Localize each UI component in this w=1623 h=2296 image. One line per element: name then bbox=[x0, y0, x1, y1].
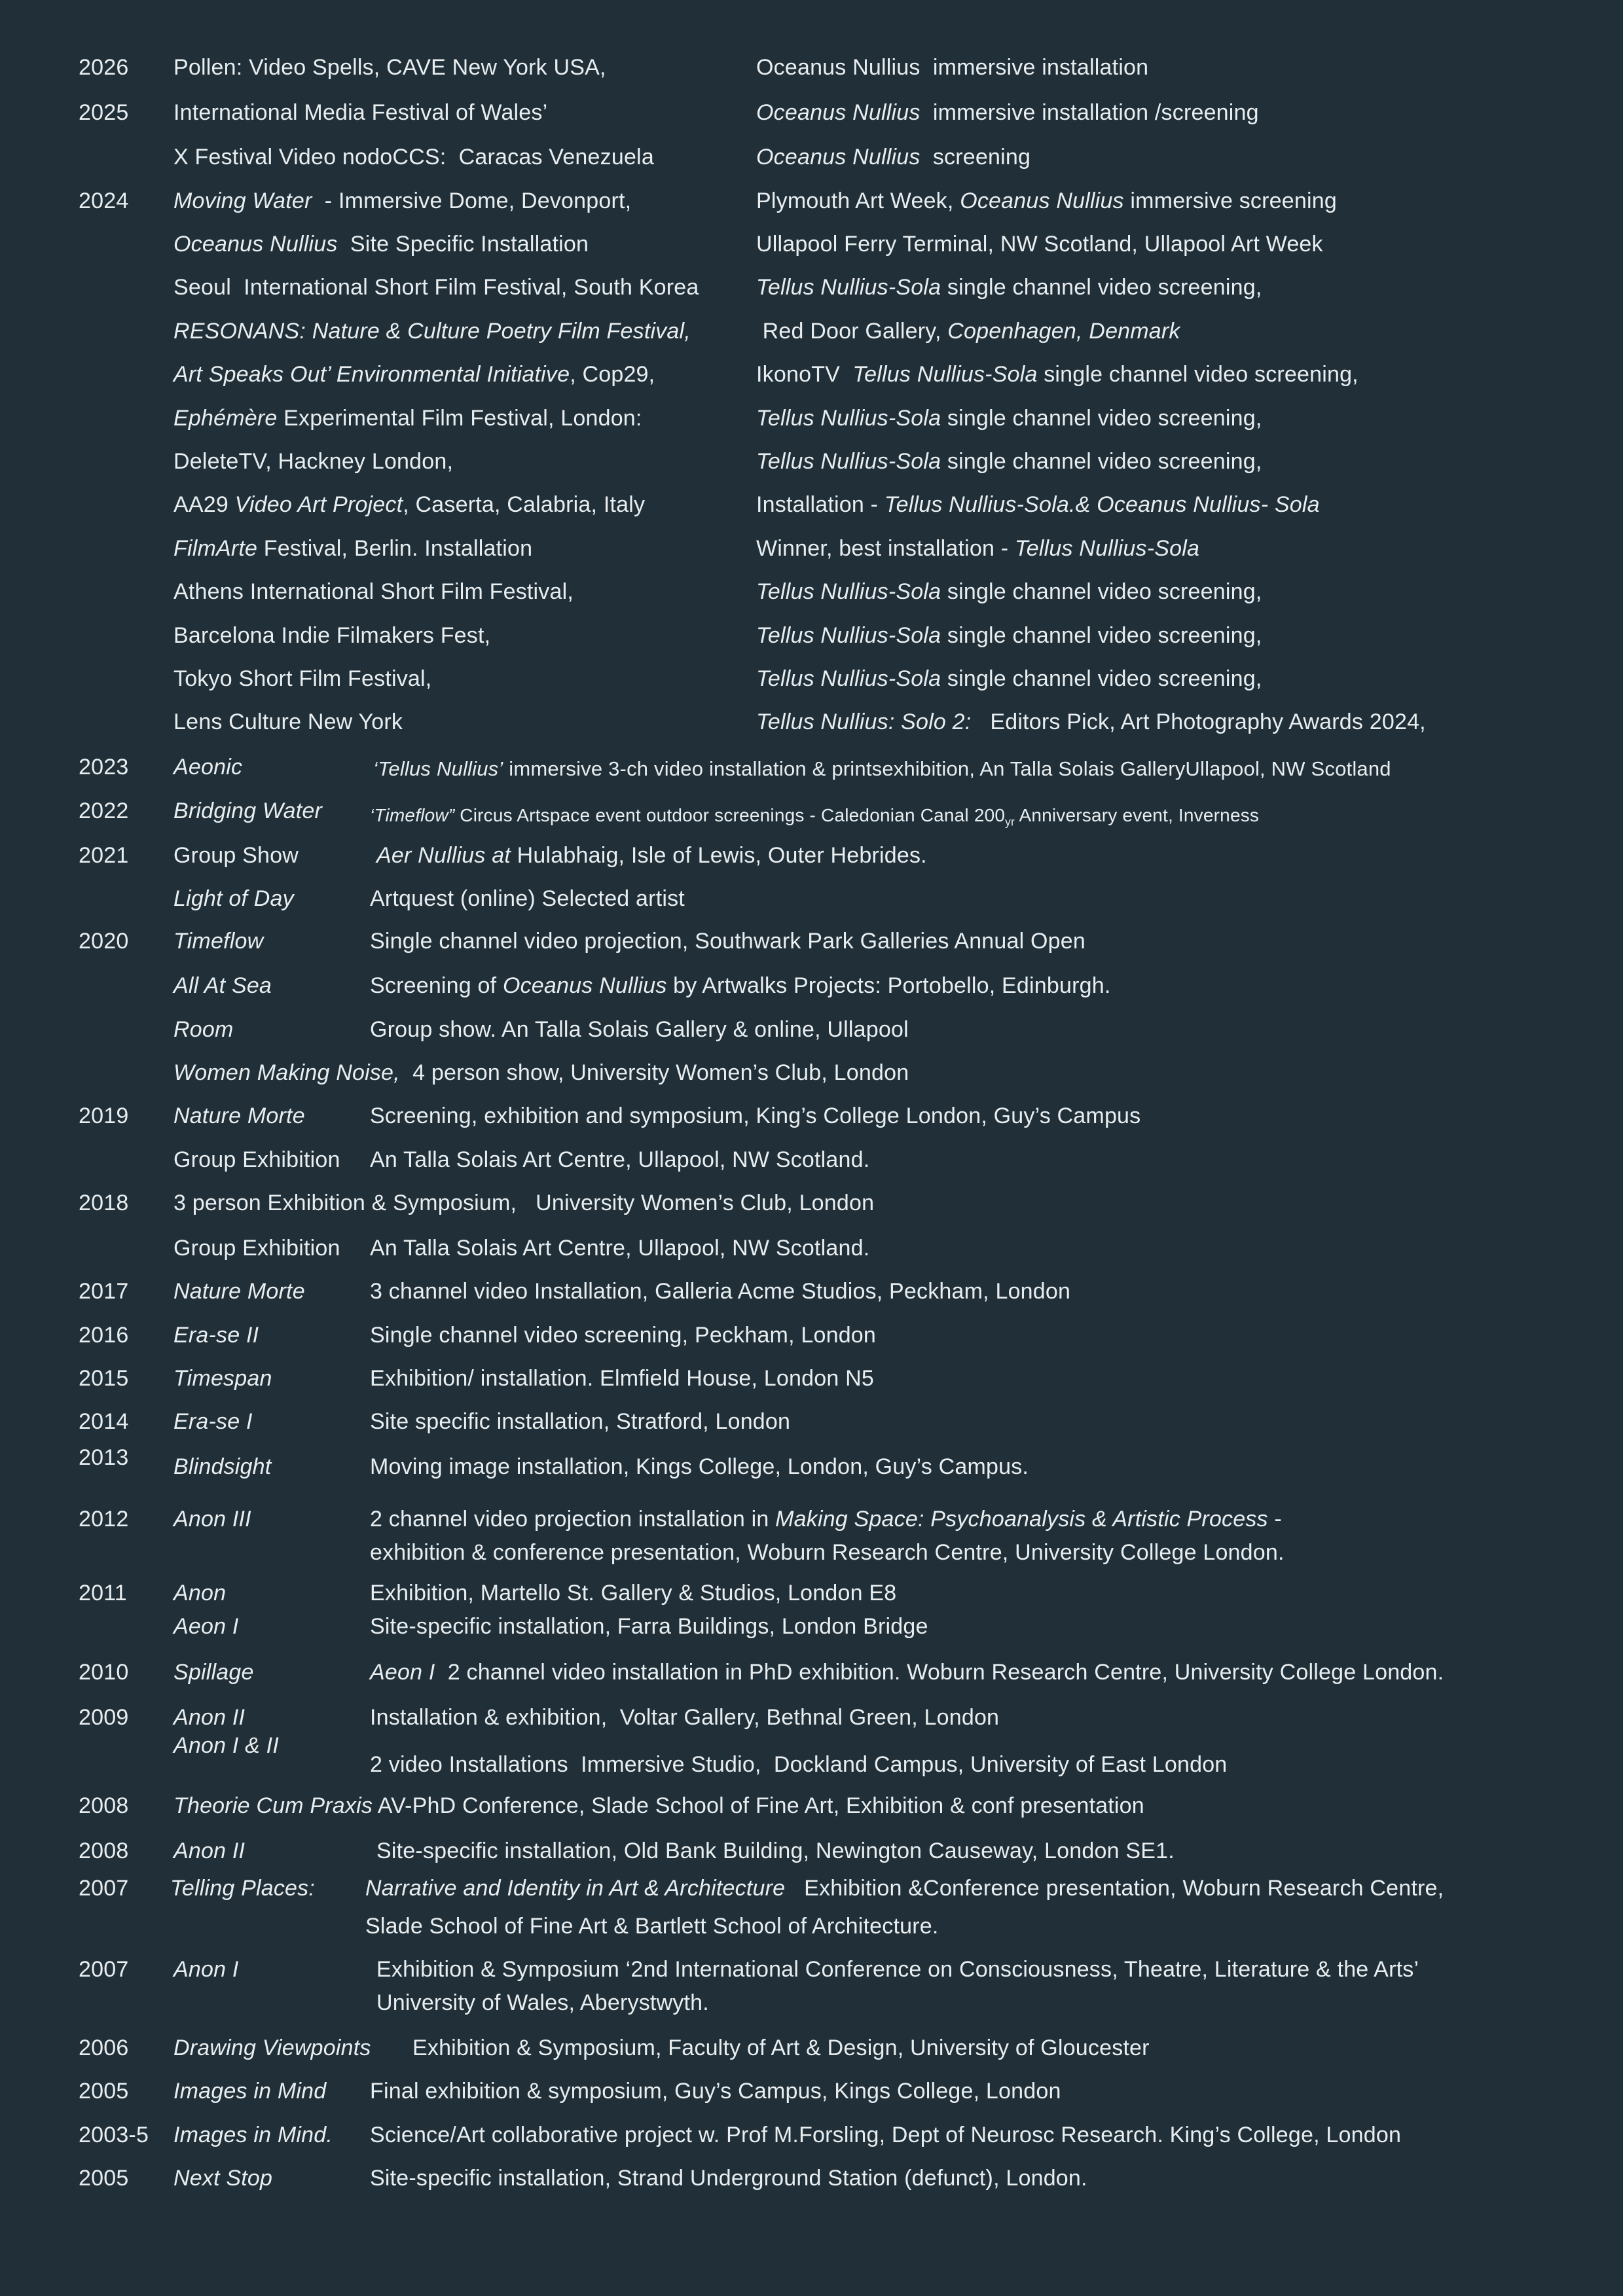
text-segment: Athens International Short Film Festival, bbox=[173, 579, 574, 604]
text-segment: 2026 bbox=[79, 55, 129, 80]
text-segment: 2009 bbox=[79, 1705, 129, 1730]
text-segment: Red Door Gallery, bbox=[756, 319, 948, 344]
work-description bbox=[756, 54, 1148, 81]
work-title bbox=[173, 798, 322, 824]
description-text bbox=[370, 2165, 1087, 2191]
description-text bbox=[370, 1454, 1029, 1480]
text-segment: IkonoTV bbox=[756, 362, 853, 387]
text-segment: immersive installation /screening bbox=[920, 100, 1259, 125]
text-segment: Screening of bbox=[370, 973, 503, 998]
italic-text: Tellus Nullius-Sola bbox=[756, 579, 941, 604]
text-segment: Screening, exhibition and symposium, King’s College London, Guy’s Campus bbox=[370, 1103, 1141, 1128]
description-text bbox=[365, 1875, 1444, 1901]
text-segment: 2 channel video projection installation in bbox=[370, 1507, 776, 1532]
year-label bbox=[79, 1875, 128, 1901]
text-segment: 2018 bbox=[79, 1191, 129, 1215]
text-segment: yr bbox=[1005, 815, 1015, 829]
year-label bbox=[79, 1444, 128, 1471]
text-segment: single channel video screening, bbox=[1037, 362, 1359, 387]
work-description bbox=[756, 231, 1323, 257]
year-label bbox=[79, 1659, 128, 1685]
year-label bbox=[79, 842, 128, 869]
text-segment: 2025 bbox=[79, 100, 129, 125]
italic-text: Timespan bbox=[173, 1366, 272, 1391]
work-description bbox=[756, 99, 1259, 126]
description-text bbox=[370, 1278, 1070, 1304]
italic-text: Spillage bbox=[173, 1660, 254, 1685]
italic-text: Tellus Nullius-Sola bbox=[756, 449, 941, 474]
text-segment: 2014 bbox=[79, 1409, 129, 1434]
work-title bbox=[173, 2165, 272, 2191]
work-description bbox=[756, 144, 1030, 170]
italic-text: RESONANS: Nature & Culture Poetry Film Festival, bbox=[173, 319, 691, 344]
italic-text: Bridging Water bbox=[173, 798, 323, 823]
text-segment: 3 person Exhibition & Symposium, University Women’s Club, London bbox=[173, 1191, 875, 1215]
work-title bbox=[173, 1704, 245, 1731]
work-title bbox=[173, 1956, 239, 1982]
text-segment: 2021 bbox=[79, 843, 129, 868]
italic-text: Tellus Nullius-Sola bbox=[756, 666, 941, 691]
text-segment: Site-specific installation, Old Bank Building, Newington Causeway, London SE1. bbox=[376, 1839, 1175, 1863]
text-segment: screening bbox=[920, 145, 1031, 170]
text-segment: 2011 bbox=[79, 1581, 127, 1605]
italic-text: Era-se I bbox=[173, 1409, 253, 1434]
text-segment: 2022 bbox=[79, 798, 129, 823]
text-segment: Moving image installation, Kings College, London, Guy’s Campus. bbox=[370, 1454, 1029, 1479]
work-title bbox=[173, 973, 272, 999]
description-text bbox=[370, 1103, 1140, 1129]
event-venue bbox=[173, 231, 589, 257]
event-venue bbox=[173, 405, 642, 431]
text-segment: Tokyo Short Film Festival, bbox=[173, 666, 432, 691]
year-label bbox=[79, 1956, 128, 1982]
work-title bbox=[173, 1506, 251, 1532]
work-description bbox=[756, 666, 1262, 692]
text-segment: Site specific installation, Stratford, London bbox=[370, 1409, 791, 1434]
text-segment: - Immersive Dome, Devonport, bbox=[312, 188, 632, 213]
year-label bbox=[79, 2165, 128, 2191]
text-segment: Anniversary event, Inverness bbox=[1015, 805, 1260, 825]
text-segment: Site Specific Installation bbox=[337, 232, 589, 257]
italic-text: Moving Water bbox=[173, 188, 312, 213]
text-segment: AV-PhD Conference, Slade School of Fine Art, Exhibition & conf presentation bbox=[373, 1793, 1144, 1818]
text-segment: X Festival Video nodoCCS: Caracas Venezuela bbox=[173, 145, 654, 170]
text-segment: Barcelona Indie Filmakers Fest, bbox=[173, 623, 491, 648]
italic-text: ‘Tellus Nullius’ bbox=[373, 757, 503, 780]
description-text bbox=[376, 1838, 1175, 1864]
work-title bbox=[173, 1147, 340, 1173]
italic-text: Tellus Nullius-Sola bbox=[756, 623, 941, 648]
text-segment: Lens Culture New York bbox=[173, 709, 403, 734]
text-segment: 2017 bbox=[79, 1279, 129, 1304]
work-title bbox=[173, 754, 242, 780]
year-label bbox=[79, 54, 128, 81]
work-title bbox=[173, 1408, 253, 1435]
text-segment: Group Exhibition bbox=[173, 1236, 340, 1261]
event-venue bbox=[173, 448, 453, 475]
text-segment: Hulabhaig, Isle of Lewis, Outer Hebrides. bbox=[517, 843, 927, 868]
text-segment: University of Wales, Aberystwyth. bbox=[376, 1990, 709, 2015]
description-text bbox=[370, 1704, 999, 1731]
description-text bbox=[370, 1539, 1285, 1566]
text-segment: single channel video screening, bbox=[941, 449, 1262, 474]
work-description bbox=[756, 188, 1337, 214]
description-text bbox=[412, 2035, 1150, 2061]
text-segment: 2003-5 bbox=[79, 2123, 149, 2147]
year-label bbox=[79, 2078, 128, 2104]
text-segment: Exhibition &Conference presentation, Woburn Research Centre, bbox=[785, 1876, 1444, 1901]
text-segment: single channel video screening, bbox=[941, 406, 1262, 431]
description-text bbox=[376, 1956, 1419, 1982]
italic-text: Tellus Nullius-Sola bbox=[756, 406, 941, 431]
italic-text: Oceanus Nullius bbox=[960, 188, 1124, 213]
text-segment: 2005 bbox=[79, 2166, 129, 2191]
year-label bbox=[79, 1704, 128, 1731]
italic-text: Anon III bbox=[173, 1507, 251, 1532]
text-segment: Experimental Film Festival, London: bbox=[277, 406, 642, 431]
text-segment: International Media Festival of Wales’ bbox=[173, 100, 548, 125]
year-label bbox=[79, 1506, 128, 1532]
description-text bbox=[370, 1147, 869, 1173]
italic-text: Oceanus Nullius bbox=[502, 973, 667, 998]
description-text bbox=[376, 842, 927, 869]
year-label bbox=[79, 2122, 149, 2148]
work-title bbox=[173, 2122, 333, 2148]
italic-text: Oceanus Nullius bbox=[173, 232, 338, 257]
work-title bbox=[173, 1365, 272, 1391]
year-label bbox=[79, 2035, 128, 2061]
italic-text: Tellus Nullius: Solo 2: bbox=[756, 709, 972, 734]
event-venue bbox=[173, 54, 606, 81]
year-label bbox=[79, 928, 128, 954]
text-segment: An Talla Solais Art Centre, Ullapool, NW Scotland. bbox=[370, 1236, 870, 1261]
event-venue bbox=[173, 579, 574, 605]
italic-text: ‘Timeflow” bbox=[370, 805, 455, 825]
year-label bbox=[79, 1838, 128, 1864]
italic-text: Aer Nullius at bbox=[376, 843, 517, 868]
year-label bbox=[79, 1365, 128, 1391]
work-title bbox=[173, 1278, 305, 1304]
italic-text: Telling Places: bbox=[170, 1876, 315, 1901]
year-label bbox=[79, 1190, 128, 1216]
event-venue bbox=[173, 318, 691, 344]
year-label bbox=[79, 1278, 128, 1304]
text-segment: Plymouth Art Week, bbox=[756, 188, 960, 213]
description-text bbox=[373, 756, 1391, 782]
text-segment: Winner, best installation - bbox=[756, 536, 1015, 561]
text-segment: Science/Art collaborative project w. Prof M.Forsling, Dept of Neurosc Research. King’s College, London bbox=[370, 2123, 1402, 2147]
text-segment: Installation & exhibition, Voltar Gallery, Bethnal Green, London bbox=[370, 1705, 1000, 1730]
description-text bbox=[370, 1235, 869, 1261]
text-segment: immersive screening bbox=[1123, 188, 1337, 213]
italic-text: Oceanus Nullius bbox=[756, 100, 921, 125]
year-label bbox=[79, 99, 128, 126]
event-venue bbox=[173, 709, 403, 735]
text-segment: 2015 bbox=[79, 1366, 129, 1391]
text-segment: immersive 3-ch video installation & printsexhibition, An Talla Solais GalleryUllapool, NW Scotland bbox=[503, 757, 1391, 780]
text-segment: Exhibition, Martello St. Gallery & Studios, London E8 bbox=[370, 1581, 897, 1605]
text-segment: Single channel video projection, Southwark Park Galleries Annual Open bbox=[370, 929, 1086, 954]
italic-text: Anon I & II bbox=[173, 1733, 279, 1758]
event-venue bbox=[173, 274, 699, 300]
italic-text: Images in Mind bbox=[173, 2079, 327, 2104]
italic-text: Nature Morte bbox=[173, 1103, 305, 1128]
work-title bbox=[173, 886, 294, 912]
work-title bbox=[173, 1103, 305, 1129]
italic-text: Anon I bbox=[173, 1957, 239, 1982]
row-text bbox=[173, 1793, 1144, 1819]
work-title bbox=[173, 2078, 326, 2104]
italic-text: Light of Day bbox=[173, 886, 294, 911]
italic-text: Anon bbox=[173, 1581, 227, 1605]
text-segment: Pollen: Video Spells, CAVE New York USA, bbox=[173, 55, 606, 80]
text-segment: Group show. An Talla Solais Gallery & online, Ullapool bbox=[370, 1017, 909, 1042]
text-segment: Group Show bbox=[173, 843, 299, 868]
event-venue bbox=[173, 622, 490, 649]
text-segment: single channel video screening, bbox=[941, 579, 1262, 604]
italic-text: Art Speaks Out’ Environmental Initiative bbox=[173, 362, 570, 387]
description-text bbox=[370, 928, 1085, 954]
text-segment: Installation - bbox=[756, 492, 884, 517]
text-segment: An Talla Solais Art Centre, Ullapool, NW Scotland. bbox=[370, 1147, 870, 1172]
text-segment: single channel video screening, bbox=[941, 275, 1262, 300]
text-segment: 2016 bbox=[79, 1323, 129, 1348]
italic-text: Aeonic bbox=[173, 755, 243, 780]
italic-text: Tellus Nullius-Sola bbox=[1014, 536, 1200, 561]
work-title bbox=[173, 1235, 340, 1261]
description-text bbox=[376, 1990, 709, 2016]
work-description bbox=[756, 579, 1262, 605]
event-venue bbox=[173, 492, 645, 518]
year-label bbox=[79, 188, 128, 214]
italic-text: Theorie Cum Praxis bbox=[173, 1793, 373, 1818]
text-segment: 2007 bbox=[79, 1957, 129, 1982]
italic-text: Drawing Viewpoints bbox=[173, 2036, 371, 2060]
description-text bbox=[370, 2078, 1061, 2104]
year-label bbox=[79, 1103, 128, 1129]
row-text bbox=[173, 1190, 874, 1216]
text-segment: 2008 bbox=[79, 1839, 129, 1863]
italic-text: Aeon I bbox=[173, 1614, 239, 1639]
work-description bbox=[756, 492, 1320, 518]
text-segment: Exhibition & Symposium, Faculty of Art & Design, University of Gloucester bbox=[412, 2036, 1150, 2060]
work-title bbox=[173, 2035, 371, 2061]
description-text bbox=[370, 1322, 876, 1348]
italic-text: Narrative and Identity in Art & Architecture bbox=[365, 1876, 786, 1901]
text-segment: AA29 bbox=[173, 492, 235, 517]
work-description bbox=[756, 318, 1180, 344]
italic-text: Oceanus Nullius bbox=[756, 145, 921, 170]
text-segment: 2008 bbox=[79, 1793, 129, 1818]
work-title bbox=[173, 928, 263, 954]
work-title bbox=[173, 1732, 279, 1759]
text-segment: , Caserta, Calabria, Italy bbox=[403, 492, 646, 517]
italic-text: Blindsight bbox=[173, 1454, 272, 1479]
work-title bbox=[173, 1659, 254, 1685]
description-text bbox=[370, 973, 1111, 999]
work-title bbox=[173, 1838, 245, 1864]
work-title bbox=[170, 1875, 315, 1901]
italic-text: Era-se II bbox=[173, 1323, 259, 1348]
text-segment: Oceanus Nullius immersive installation bbox=[756, 55, 1149, 80]
description-text bbox=[370, 1506, 1282, 1532]
text-segment: 2012 bbox=[79, 1507, 129, 1532]
text-segment: , Cop29, bbox=[570, 362, 655, 387]
italic-text: Next Stop bbox=[173, 2166, 273, 2191]
italic-text: Copenhagen, Denmark bbox=[947, 319, 1180, 344]
italic-text: Nature Morte bbox=[173, 1279, 305, 1304]
year-label bbox=[79, 798, 128, 824]
text-segment: 2023 bbox=[79, 755, 129, 780]
work-title bbox=[173, 842, 299, 869]
work-description bbox=[756, 535, 1199, 562]
description-text bbox=[370, 886, 685, 912]
text-segment: Group Exhibition bbox=[173, 1147, 340, 1172]
text-segment: 3 channel video Installation, Galleria Acme Studios, Peckham, London bbox=[370, 1279, 1071, 1304]
text-segment: 2006 bbox=[79, 2036, 129, 2060]
work-title bbox=[173, 1322, 259, 1348]
text-segment: single channel video screening, bbox=[941, 623, 1262, 648]
italic-text: Timeflow bbox=[173, 929, 264, 954]
text-segment: Site-specific installation, Strand Underground Station (defunct), London. bbox=[370, 2166, 1087, 2191]
italic-text: Anon II bbox=[173, 1705, 246, 1730]
description-text bbox=[365, 1913, 938, 1939]
italic-text: Video Art Project bbox=[234, 492, 403, 517]
text-segment: Ullapool Ferry Terminal, NW Scotland, Ullapool Art Week bbox=[756, 232, 1323, 257]
work-description bbox=[756, 448, 1262, 475]
italic-text: All At Sea bbox=[173, 973, 272, 998]
text-segment: Seoul International Short Film Festival, South Korea bbox=[173, 275, 699, 300]
year-label bbox=[79, 1322, 128, 1348]
year-label bbox=[79, 1408, 128, 1435]
text-segment: 2024 bbox=[79, 188, 129, 213]
year-label bbox=[79, 1580, 127, 1606]
work-description bbox=[756, 622, 1262, 649]
work-description bbox=[756, 405, 1262, 431]
italic-text: Making Space: Psychoanalysis & Artistic Process bbox=[775, 1507, 1268, 1532]
text-segment: Exhibition & Symposium ‘2nd International Conference on Consciousness, Theatre, Literature & the Arts’ bbox=[376, 1957, 1419, 1982]
row-text bbox=[173, 1060, 909, 1086]
work-title bbox=[173, 1016, 234, 1043]
description-text bbox=[370, 1751, 1227, 1778]
text-segment: single channel video screening, bbox=[941, 666, 1262, 691]
text-segment: 2 channel video installation in PhD exhibition. Woburn Research Centre, University College London. bbox=[435, 1660, 1444, 1685]
text-segment: 2007 bbox=[79, 1876, 129, 1901]
description-text bbox=[370, 1659, 1444, 1685]
description-text bbox=[370, 1580, 896, 1606]
text-segment: Single channel video screening, Peckham, London bbox=[370, 1323, 877, 1348]
text-segment: 4 person show, University Women’s Club, London bbox=[399, 1060, 909, 1085]
description-text bbox=[370, 1408, 790, 1435]
work-description bbox=[756, 709, 1426, 735]
text-segment: Site-specific installation, Farra Buildings, London Bridge bbox=[370, 1614, 928, 1639]
text-segment: - bbox=[1267, 1507, 1282, 1532]
text-segment: 2013 bbox=[79, 1445, 129, 1470]
text-segment: Editors Pick, Art Photography Awards 2024, bbox=[971, 709, 1426, 734]
work-description bbox=[756, 361, 1359, 387]
description-text bbox=[370, 2122, 1401, 2148]
description-text bbox=[370, 1016, 909, 1043]
text-segment: DeleteTV, Hackney London, bbox=[173, 449, 454, 474]
italic-text: Aeon I bbox=[370, 1660, 435, 1685]
description-text bbox=[370, 1365, 874, 1391]
text-segment: Artquest (online) Selected artist bbox=[370, 886, 685, 911]
year-label bbox=[79, 1793, 128, 1819]
italic-text: Tellus Nullius-Sola bbox=[852, 362, 1038, 387]
text-segment: 2005 bbox=[79, 2079, 129, 2104]
text-segment: Circus Artspace event outdoor screenings - Caledonian Canal 200 bbox=[454, 805, 1006, 825]
italic-text: Images in Mind. bbox=[173, 2123, 333, 2147]
work-title bbox=[173, 1613, 239, 1640]
event-venue bbox=[173, 535, 532, 562]
event-venue bbox=[173, 666, 431, 692]
text-segment: Final exhibition & symposium, Guy’s Campus, Kings College, London bbox=[370, 2079, 1061, 2104]
work-title bbox=[173, 1454, 271, 1480]
text-segment: Festival, Berlin. Installation bbox=[257, 536, 533, 561]
text-segment: 2020 bbox=[79, 929, 129, 954]
event-venue bbox=[173, 361, 655, 387]
italic-text: Women Making Noise, bbox=[173, 1060, 400, 1085]
italic-text: Tellus Nullius-Sola.& Oceanus Nullius- Sola bbox=[884, 492, 1320, 517]
text-segment: 2 video Installations Immersive Studio, Dockland Campus, University of East London bbox=[370, 1752, 1228, 1777]
event-venue bbox=[173, 188, 631, 214]
italic-text: FilmArte bbox=[173, 536, 258, 561]
work-description bbox=[756, 274, 1262, 300]
description-text bbox=[370, 802, 1259, 829]
text-segment: exhibition & conference presentation, Woburn Research Centre, University College London. bbox=[370, 1540, 1285, 1565]
event-venue bbox=[173, 99, 547, 126]
text-segment: Slade School of Fine Art & Bartlett School of Architecture. bbox=[365, 1914, 939, 1939]
text-segment: 2010 bbox=[79, 1660, 129, 1685]
year-label bbox=[79, 754, 128, 780]
italic-text: Anon II bbox=[173, 1839, 246, 1863]
italic-text: Tellus Nullius-Sola bbox=[756, 275, 941, 300]
work-title bbox=[173, 1580, 226, 1606]
text-segment: by Artwalks Projects: Portobello, Edinburgh. bbox=[666, 973, 1111, 998]
description-text bbox=[370, 1613, 928, 1640]
text-segment: 2019 bbox=[79, 1103, 129, 1128]
italic-text: Ephémère bbox=[173, 406, 278, 431]
event-venue bbox=[173, 144, 654, 170]
italic-text: Room bbox=[173, 1017, 234, 1042]
text-segment: Exhibition/ installation. Elmfield House, London N5 bbox=[370, 1366, 874, 1391]
